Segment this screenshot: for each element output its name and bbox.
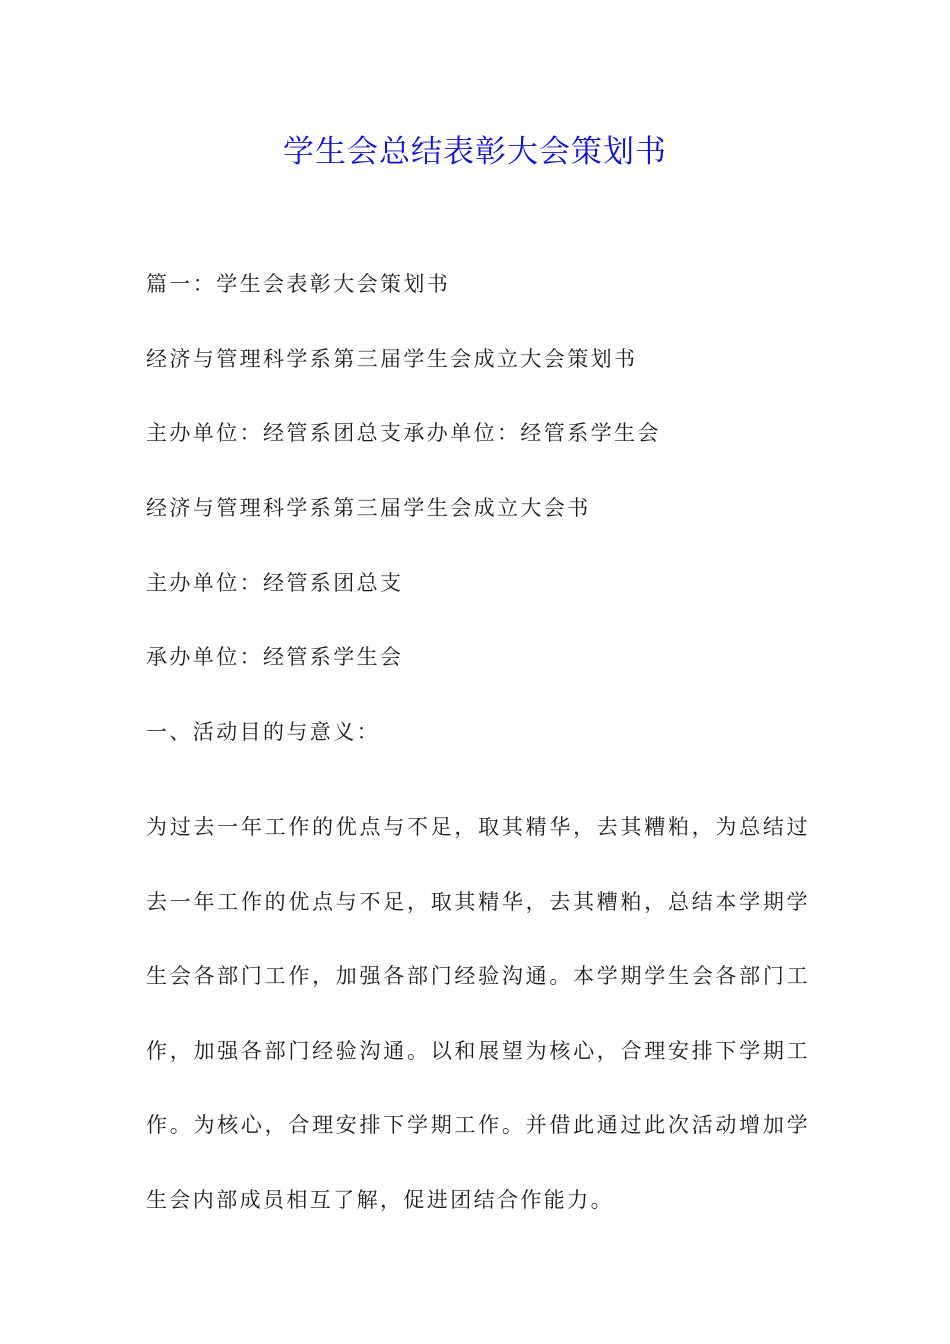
text-line: 经济与管理科学系第三届学生会成立大会策划书	[146, 347, 638, 371]
subsection-heading: 一、活动目的与意义：	[146, 720, 380, 744]
body-paragraph: 为过去一年工作的优点与不足，取其精华，去其糟粕，为总结过去一年工作的优点与不足，取其精华，去其糟粕，总结本学期学生会各部门工作，加强各部门经验沟通。本学期学生会各部门工作，加强各部门经验沟通。以和展望为核心，合理安排下学期工作。为核心，合理安排下学期工作。并借此通过此次活动增加学生会内部成员相互了解，促进团结合作能力。	[146, 815, 810, 1212]
text-line: 主办单位：经管系团总支承办单位：经管系学生会	[146, 421, 661, 445]
text-line: 承办单位：经管系学生会	[146, 645, 404, 669]
text-line: 主办单位：经管系团总支	[146, 571, 404, 595]
text-line: 经济与管理科学系第三届学生会成立大会书	[146, 496, 591, 520]
document-title: 学生会总结表彰大会策划书	[283, 134, 667, 170]
section-heading: 篇一：学生会表彰大会策划书	[146, 272, 451, 296]
